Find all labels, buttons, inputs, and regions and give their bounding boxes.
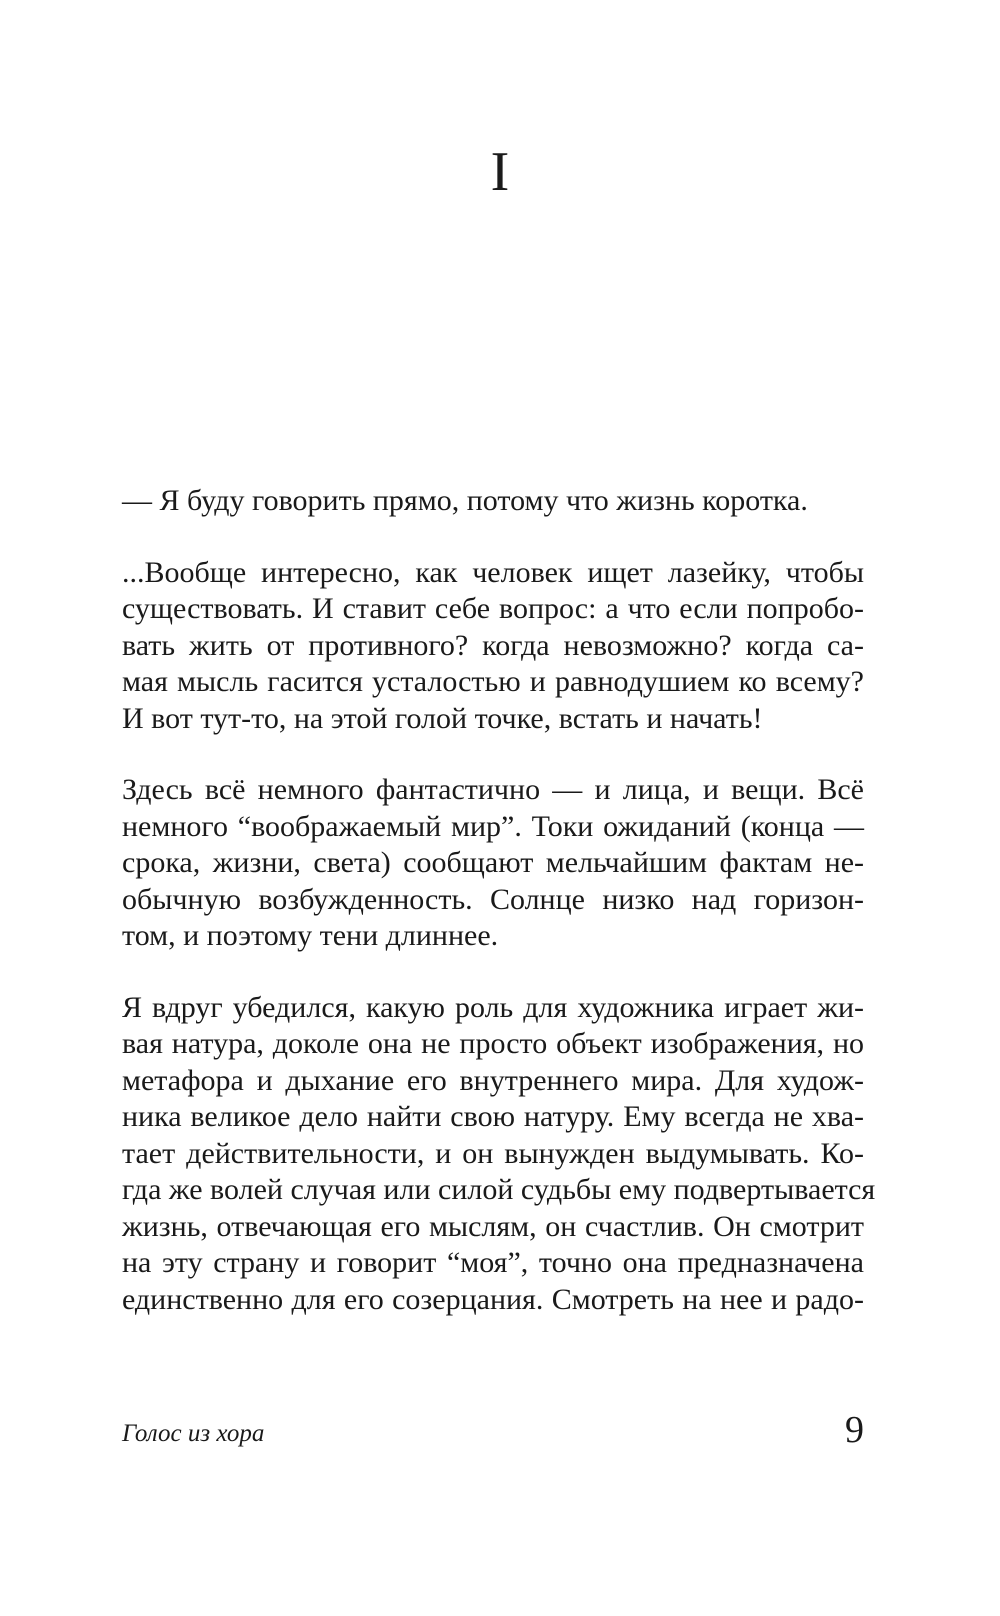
text-line: том, и поэтому тени длиннее. bbox=[122, 919, 499, 952]
text-line: вать жить от противного? когда невозможно? когда са- bbox=[122, 628, 864, 662]
paragraph bbox=[122, 772, 864, 955]
paragraph bbox=[122, 990, 876, 1319]
text-line: единственно для его созерцания. Смотреть на нее и радо- bbox=[122, 1282, 864, 1316]
text-line: Я вдруг убедился, какую роль для художника играет жи- bbox=[122, 990, 864, 1024]
text-line: существовать. И ставит себе вопрос: а что если попробо- bbox=[122, 592, 864, 625]
text-line: тает действительности, и он вынужден выдумывать. Ко- bbox=[122, 1136, 864, 1170]
text-line: вая натура, доколе она не просто объект изображения, но bbox=[122, 1027, 864, 1060]
text-line: гда же волей случая или силой судьбы ему подвертывается bbox=[122, 1173, 876, 1206]
chapter-number: I bbox=[490, 141, 510, 203]
text-line: жизнь, отвечающая его мыслям, он счастлив. Он смотрит bbox=[122, 1209, 864, 1243]
text-line: обычную возбужденность. Солнце низко над горизон- bbox=[122, 882, 864, 916]
body-text bbox=[122, 483, 876, 1318]
text-line: мая мысль гасится усталостью и равнодушием ко всему? bbox=[122, 665, 864, 698]
text-line: ника великое дело найти свою натуру. Ему всегда не хва- bbox=[122, 1100, 864, 1133]
paragraph bbox=[122, 555, 864, 738]
text-line: ...Вообще интересно, как человек ищет лазейку, чтобы bbox=[122, 555, 864, 589]
text-line: Здесь всё немного фантастично — и лица, и вещи. Всё bbox=[122, 773, 864, 806]
text-line: метафора и дыхание его внутреннего мира. Для худож- bbox=[122, 1063, 864, 1097]
text-line: срока, жизни, света) сообщают мельчайшим фактам не- bbox=[122, 846, 864, 879]
page-number: 9 bbox=[845, 1409, 864, 1451]
text-line: немного “воображаемый мир”. Токи ожиданий (конца — bbox=[122, 809, 864, 843]
paragraph bbox=[122, 483, 864, 520]
text-line: — Я буду говорить прямо, потому что жизнь коротка. bbox=[122, 484, 808, 517]
text-line: на эту страну и говорит “моя”, точно она предназначена bbox=[122, 1246, 864, 1279]
running-footer-title: Голос из хора bbox=[122, 1420, 265, 1447]
text-line: И вот тут-то, на этой голой точке, встать и начать! bbox=[122, 701, 763, 735]
